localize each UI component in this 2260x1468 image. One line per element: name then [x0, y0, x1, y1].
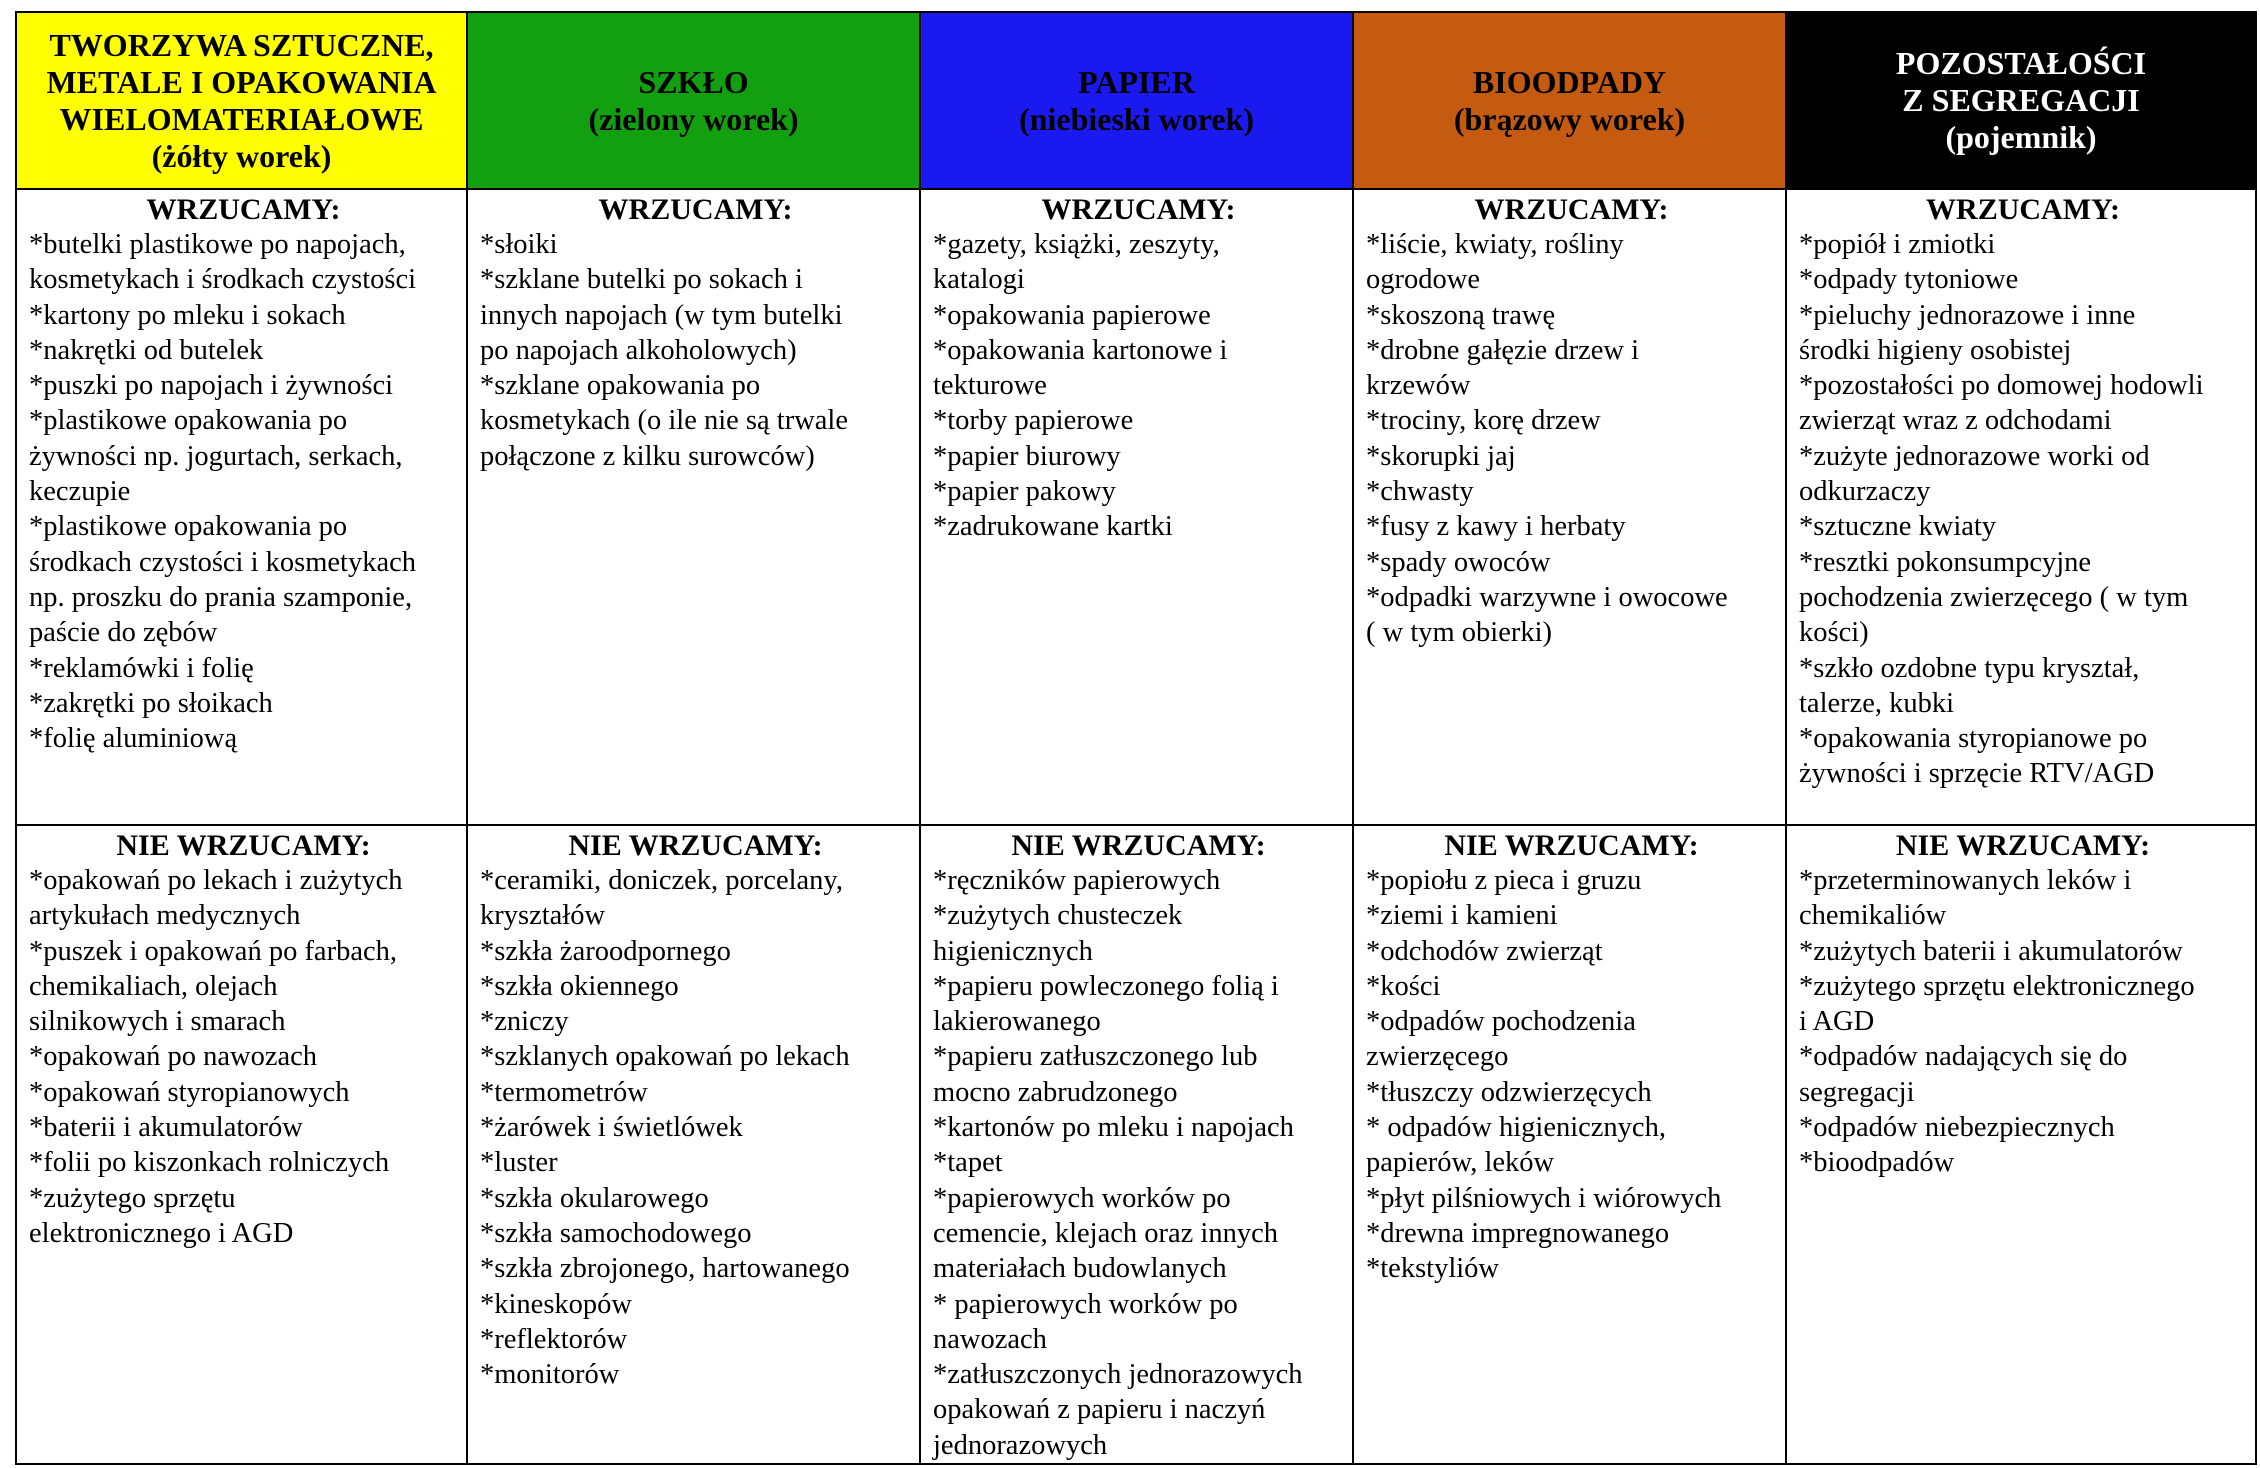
allowed-heading: WRZUCAMY: — [1474, 193, 1669, 226]
header-paper — [920, 12, 1353, 189]
allowed-items: *liście, kwiaty, rośliny ogrodowe *skoszoną trawę *drobne gałęzie drzew i krzewów *trociny, korę drzew *skorupki jaj *chwasty *fusy z kawy i herbaty *spady owoców *odpadki warzywne i owocowe ( w tym obierki) — [1366, 229, 1728, 649]
forbidden-row — [16, 825, 2256, 1464]
header-line: POZOSTAŁOŚCI — [1895, 45, 2147, 81]
forbidden-cell-glass — [467, 825, 920, 1464]
forbidden-items: *popiołu z pieca i gruzu *ziemi i kamieni *odchodów zwierząt *kości *odpadów pochodzenia zwierzęcego *tłuszczy odzwierzęcych * odpadów higienicznych, papierów, leków *płyt pilśniowych i wiórowych *drewna impregnowanego *tekstyliów — [1366, 865, 1722, 1285]
allowed-items: *butelki plastikowe po napojach, kosmetykach i środkach czystości *kartony po mleku i sokach *nakrętki od butelek *puszki po napojach i żywności *plastikowe opakowania po żywności np. jogurtach, serkach, keczupie *plastikowe opakowania po środkach czystości i kosmetykach np. proszku do prania szamponie, paście do zębów *reklamówki i folię *zakrętki po słoikach *folię aluminiową — [29, 229, 417, 755]
header-line: (brązowy worek) — [1453, 100, 1686, 137]
forbidden-heading: NIE WRZUCAMY: — [568, 829, 823, 862]
header-line: WIELOMATERIAŁOWE — [59, 100, 424, 137]
header-row — [16, 12, 2256, 189]
allowed-cell-residual — [1786, 189, 2256, 825]
allowed-items: *popiół i zmiotki *odpady tytoniowe *pieluchy jednorazowe i inne środki higieny osobistej *pozostałości po domowej hodowli zwierząt wraz z odchodami *zużyte jednorazowe worki od odkurzaczy *sztuczne kwiaty *resztki pokonsumpcyjne pochodzenia zwierzęcego ( w tym kości) *szkło ozdobne typu kryształ, talerze, kubki *opakowania styropianowe po żywności i sprzęcie RTV/AGD — [1799, 229, 2204, 790]
allowed-cell-plastics-metals — [16, 189, 467, 825]
header-line: (żółty worek) — [151, 137, 332, 174]
forbidden-items: *przeterminowanych leków i chemikaliów *zużytych baterii i akumulatorów *zużytego sprzętu elektronicznego i AGD *odpadów nadających się do segregacji *odpadów niebezpiecznych *bioodpadów — [1799, 865, 2195, 1179]
sorting-table — [15, 11, 2257, 1465]
forbidden-items: *ceramiki, doniczek, porcelany, kryształów *szkła żaroodpornego *szkła okiennego *zniczy *szklanych opakowań po lekach *termometrów *żarówek i świetlówek *luster *szkła okularowego *szkła samochodowego *szkła zbrojonego, hartowanego *kineskopów *reflektorów *monitorów — [480, 865, 850, 1391]
forbidden-cell-residual — [1786, 825, 2256, 1464]
header-biowaste — [1353, 12, 1786, 189]
allowed-row — [16, 189, 2256, 825]
forbidden-heading: NIE WRZUCAMY: — [1011, 829, 1266, 862]
forbidden-items: *ręczników papierowych *zużytych chusteczek higienicznych *papieru powleczonego folią i lakierowanego *papieru zatłuszczonego lub mocno zabrudzonego *kartonów po mleku i napojach *tapet *papierowych worków po cemencie, klejach oraz innych materiałach budowlanych * papierowych worków po nawozach *zatłuszczonych jednorazowych opakowań z papieru i naczyń jednorazowych — [933, 865, 1303, 1461]
header-line: PAPIER — [1078, 63, 1195, 100]
header-residual — [1786, 12, 2256, 189]
forbidden-cell-paper — [920, 825, 1353, 1464]
allowed-items: *gazety, książki, zeszyty, katalogi *opakowania papierowe *opakowania kartonowe i tekturowe *torby papierowe *papier biurowy *papier pakowy *zadrukowane kartki — [933, 229, 1228, 543]
header-glass — [467, 12, 920, 189]
forbidden-cell-plastics-metals — [16, 825, 467, 1464]
forbidden-heading: NIE WRZUCAMY: — [1444, 829, 1699, 862]
allowed-heading: WRZUCAMY: — [146, 193, 341, 226]
forbidden-items: *opakowań po lekach i zużytych artykułach medycznych *puszek i opakowań po farbach, chemikaliach, olejach silnikowych i smarach *opakowań po nawozach *opakowań styropianowych *baterii i akumulatorów *folii po kiszonkach rolniczych *zużytego sprzętu elektronicznego i AGD — [29, 865, 403, 1249]
forbidden-cell-biowaste — [1353, 825, 1786, 1464]
header-line: (niebieski worek) — [1019, 100, 1254, 137]
allowed-cell-biowaste — [1353, 189, 1786, 825]
allowed-items: *słoiki *szklane butelki po sokach i innych napojach (w tym butelki po napojach alkoholowych) *szklane opakowania po kosmetykach (o ile nie są trwale połączone z kilku surowców) — [480, 229, 848, 472]
waste-sorting-chart — [15, 11, 2257, 1465]
allowed-heading: WRZUCAMY: — [1926, 193, 2120, 226]
header-line: SZKŁO — [638, 63, 749, 100]
header-line: METALE I OPAKOWANIA — [46, 63, 437, 100]
header-line: TWORZYWA SZTUCZNE, — [49, 26, 434, 63]
allowed-heading: WRZUCAMY: — [1041, 193, 1236, 226]
header-line: (zielony worek) — [588, 100, 799, 137]
header-line: Z SEGREGACJI — [1902, 82, 2140, 118]
allowed-cell-paper — [920, 189, 1353, 825]
allowed-heading: WRZUCAMY: — [598, 193, 793, 226]
header-line: BIOODPADY — [1472, 63, 1667, 100]
header-line: (pojemnik) — [1945, 119, 2097, 155]
forbidden-heading: NIE WRZUCAMY: — [1895, 829, 2151, 862]
allowed-cell-glass — [467, 189, 920, 825]
forbidden-heading: NIE WRZUCAMY: — [116, 829, 371, 862]
header-plastics-metals — [16, 12, 467, 189]
